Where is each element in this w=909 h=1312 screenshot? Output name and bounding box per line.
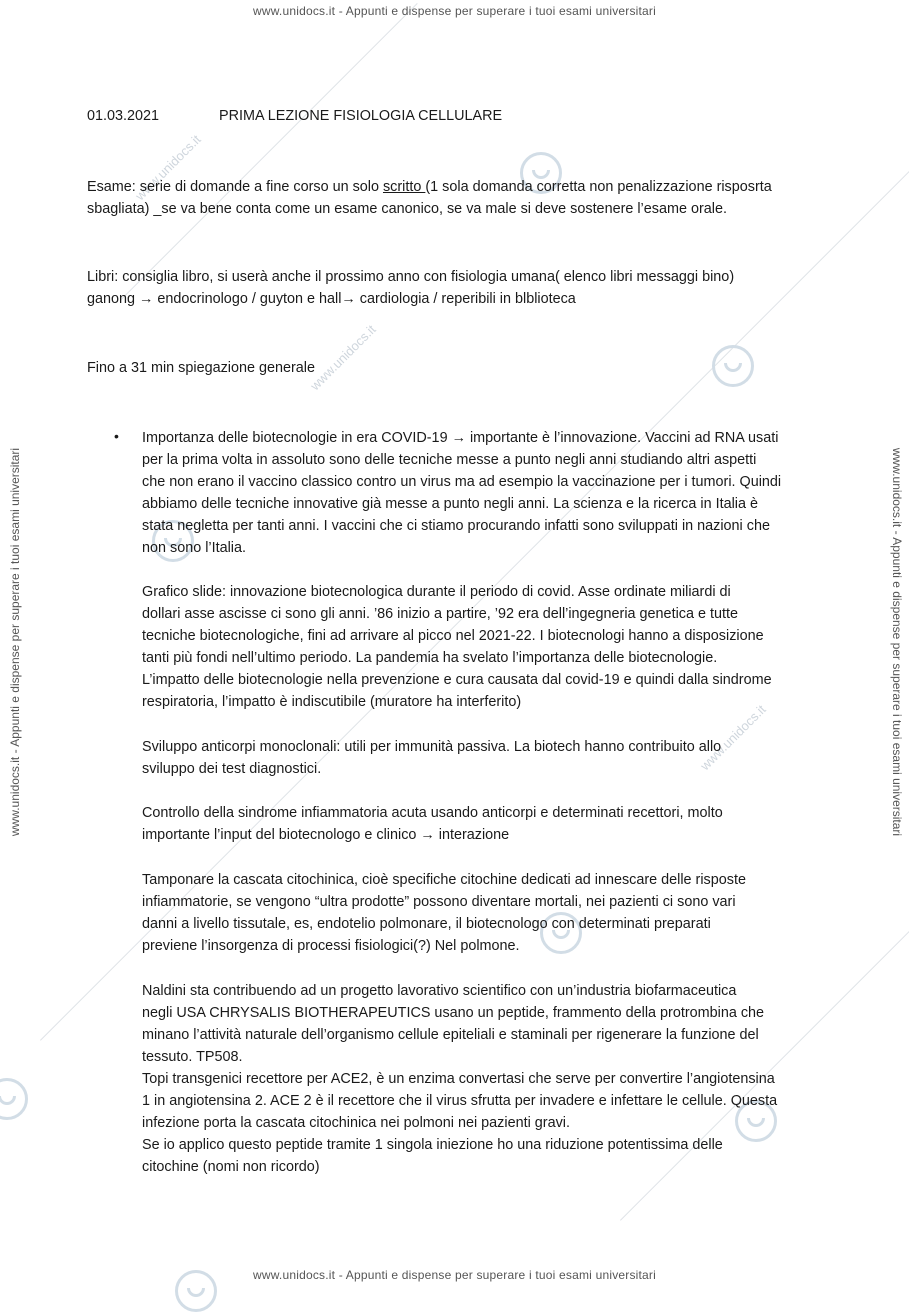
unidocs-logo-icon <box>712 345 754 387</box>
p6-line: Naldini sta contribuendo ad un progetto lavorativo scientifico con un’industria biofarmaceutica <box>142 983 737 999</box>
p6-line: minano l’attività naturale dell’organismo cellule epiteliali e staminali per rigenerare la funzione del <box>142 1027 759 1043</box>
p1-line: abbiamo delle tecniche innovative già messe a punto negli anni. La scienza e la ricerca in Italia è <box>142 496 758 512</box>
p1-line: per la prima volta in assoluto sono delle tecniche messe a punto negli anni studiando altri aspetti <box>142 452 757 468</box>
p6-line: negli USA CHRYSALIS BIOTHERAPEUTICS usano un peptide, frammento della protrombina che <box>142 1005 765 1021</box>
esame-line-1-post: (1 sola domanda corretta non penalizzazione risposrta <box>425 179 772 195</box>
p1-line: non sono l’Italia. <box>142 540 247 556</box>
bullet-icon: • <box>114 428 119 444</box>
p6-line: infezione porta la cascata citochinica nei polmoni nei pazienti gravi. <box>142 1115 570 1131</box>
p2-line: L’impatto delle biotecnologie nella prevenzione e cura causata dal covid-19 e quindi dalla sindrome <box>142 672 772 688</box>
p5-line: infiammatorie, se vengono “ultra prodotte” possono diventare mortali, nei pazienti ci sono vari <box>142 894 736 910</box>
watermark-right: www.unidocs.it - Appunti e dispense per superare i tuoi esami universitari <box>890 447 904 837</box>
esame-line-1-pre: Esame: serie di domande a fine corso un solo <box>87 179 383 195</box>
unidocs-logo-icon <box>0 1078 28 1120</box>
p5-line: danni a livello tissutale, es, endotelio polmonare, il biotecnologo con determinati preparati <box>142 916 711 932</box>
esame-line-1 <box>87 177 772 197</box>
p1-line: che non erano il vaccino classico contro un virus ma ad esempio la vaccinazione per i tumori. Quindi <box>142 474 782 490</box>
p6-line: tessuto. TP508. <box>142 1049 243 1065</box>
watermark-ghost-text: www.unidocs.it <box>132 131 204 204</box>
p1-line: Importanza delle biotecnologie in era COVID-19 → importante è l’innovazione. Vaccini ad RNA usati <box>142 430 779 446</box>
watermark-bottom: www.unidocs.it - Appunti e dispense per superare i tuoi esami universitari <box>253 1268 656 1282</box>
p2-line: dollari asse ascisse ci sono gli anni. ’86 inizio a partire, ’92 era dell’ingegneria genetica e tutte <box>142 606 738 622</box>
fino-line: Fino a 31 min spiegazione generale <box>87 360 316 376</box>
watermark-left: www.unidocs.it - Appunti e dispense per superare i tuoi esami universitari <box>8 447 22 837</box>
watermark-line <box>120 3 418 301</box>
p3-line: sviluppo dei test diagnostici. <box>142 761 322 777</box>
libri-line-2: ganong → endocrinologo / guyton e hall→ cardiologia / reperibili in blblioteca <box>87 291 576 307</box>
lecture-title: PRIMA LEZIONE FISIOLOGIA CELLULARE <box>219 108 503 124</box>
p2-line: tanti più fondi nell’ultimo periodo. La pandemia ha svelato l’importanza delle biotecnologie. <box>142 650 718 666</box>
lecture-date: 01.03.2021 <box>87 108 160 124</box>
esame-underlined: scritto <box>382 179 426 195</box>
p2-line: tecniche biotecnologiche, fini ad arrivare al picco nel 2021-22. I biotecnologi hanno a disposizione <box>142 628 764 644</box>
p6-line: citochine (nomi non ricordo) <box>142 1159 320 1175</box>
libri-line-1: Libri: consiglia libro, si userà anche il prossimo anno con fisiologia umana( elenco libri messaggi bino) <box>87 269 735 285</box>
p4-line: Controllo della sindrome infiammatoria acuta usando anticorpi e determinati recettori, molto <box>142 805 723 821</box>
p1-line: stata negletta per tanti anni. I vaccini che ci stiamo procurando infatti sono sviluppati in nazioni che <box>142 518 770 534</box>
p3-line: Sviluppo anticorpi monoclonali: utili per immunità passiva. La biotech hanno contribuito allo <box>142 739 722 755</box>
p6-line: Se io applico questo peptide tramite 1 singola iniezione ho una riduzione potentissima delle <box>142 1137 723 1153</box>
p5-line: previene l’insorgenza di processi fisiologici(?) Nel polmone. <box>142 938 520 954</box>
p5-line: Tamponare la cascata citochinica, cioè specifiche citochine dedicati ad innescare delle risposte <box>142 872 746 888</box>
p2-line: Grafico slide: innovazione biotecnologica durante il periodo di covid. Asse ordinate miliardi di <box>142 584 731 600</box>
p4-line: importante l’input del biotecnologo e clinico → interazione <box>142 827 510 843</box>
p2-line: respiratoria, l’impatto è indiscutibile (muratore ha interferito) <box>142 694 522 710</box>
esame-line-2: sbagliata) _se va bene conta come un esame canonico, se va male si deve sostenere l’esame orale. <box>87 201 727 217</box>
watermark-ghost-text: www.unidocs.it <box>307 321 379 394</box>
watermark-ghost-text: www.unidocs.it <box>697 701 769 774</box>
watermark-top: www.unidocs.it - Appunti e dispense per superare i tuoi esami universitari <box>253 4 656 18</box>
p6-line: 1 in angiotensina 2. ACE 2 è il recettore che il virus sfrutta per invadere e infettare le cellule. Questa <box>142 1093 778 1109</box>
p6-line: Topi transgenici recettore per ACE2, è un enzima convertasi che serve per convertire l’angiotensina <box>142 1071 775 1087</box>
